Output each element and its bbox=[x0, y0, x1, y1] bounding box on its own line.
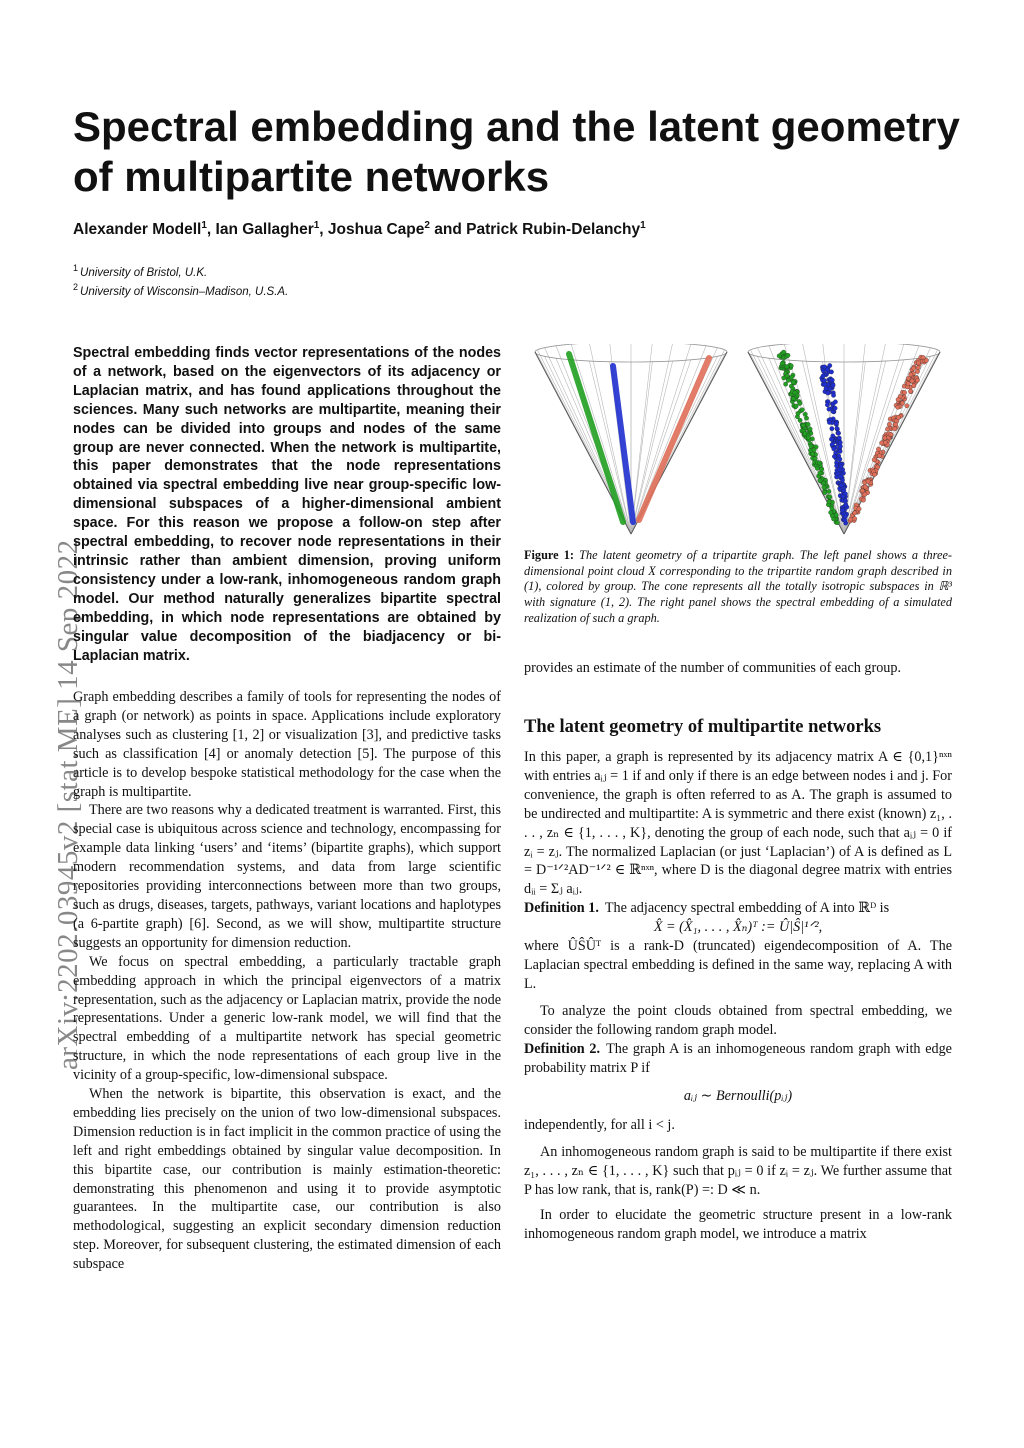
embedding-point bbox=[791, 380, 795, 384]
embedding-point bbox=[832, 454, 836, 458]
embedding-point bbox=[838, 457, 842, 461]
embedding-point bbox=[843, 514, 847, 518]
embedding-point bbox=[839, 483, 843, 487]
embedding-point bbox=[877, 454, 881, 458]
arxiv-identifier: arXiv:2202.03945v2 [stat.ME] 14 Sep 2022 bbox=[52, 539, 84, 1070]
embedding-point bbox=[885, 427, 889, 431]
embedding-point bbox=[834, 421, 838, 425]
author-name: Patrick Rubin-Delanchy bbox=[466, 221, 641, 239]
paragraph: To analyze the point clouds obtained from spectral embedding, we consider the following random graph model. bbox=[524, 1002, 952, 1038]
paragraph: An inhomogeneous random graph is said to be multipartite if there exist z₁, . . . , zₙ ∈ {1, . . . , K} such that pᵢⱼ = 0 if zᵢ = zⱼ. We further assume that P has low rank, that is, rank(P) =: D ≪ n. bbox=[524, 1144, 952, 1199]
embedding-point bbox=[812, 448, 816, 452]
embedding-point bbox=[813, 457, 817, 461]
paragraph: Graph embedding describes a family of tools for representing the nodes of a graph (or network) as points in space. Applications include exploratory analyses such as clustering [1, 2] or visualization [3], and predictive tasks such as classification [4] or anomaly detection [5]. The purpose of this article is to develop bespoke statistical methodology for the case when the graph is multipartite. bbox=[73, 689, 501, 800]
embedding-point bbox=[785, 374, 789, 378]
embedding-point bbox=[821, 374, 825, 378]
embedding-point bbox=[838, 449, 842, 453]
paragraph: where ÛŜÛᵀ is a rank-D (truncated) eigendecomposition of A. The Laplacian spectral embedding is defined in the same way, replacing A with L. bbox=[524, 938, 952, 992]
cone-ruling bbox=[631, 344, 673, 534]
embedding-point bbox=[902, 390, 906, 394]
embedding-point bbox=[808, 427, 812, 431]
section-heading: The latent geometry of multipartite networks bbox=[524, 717, 882, 737]
embedding-point bbox=[817, 461, 821, 465]
embedding-point bbox=[833, 406, 837, 410]
embedding-point bbox=[830, 426, 834, 430]
embedding-point bbox=[789, 364, 793, 368]
embedding-point bbox=[876, 447, 880, 451]
embedding-point bbox=[872, 472, 876, 476]
embedding-point bbox=[861, 498, 865, 502]
author-name: Joshua Cape bbox=[327, 221, 425, 239]
figure-left-panel bbox=[535, 344, 727, 534]
embedding-point bbox=[829, 510, 833, 514]
embedding-point bbox=[827, 420, 831, 424]
figure-caption bbox=[524, 548, 952, 627]
paragraph: When the network is bipartite, this observation is exact, and the embedding lies precisely on the union of two low-dimensional subspaces. Dimension reduction is in fact implicit in the common practice of using the left and right embeddings obtained by singular value decomposition. In this bipartite case, our contribution is mainly estimation-theoretic: demonstrating this phenomenon and using it to provide asymptotic guarantees. In the multipartite case, our contribution is also methodological, suggesting an explicit secondary dimension reduction step. Moreover, for subsequent clustering, the estimated dimension of each subspace bbox=[73, 1086, 501, 1273]
embedding-point bbox=[921, 355, 925, 359]
embedding-point bbox=[876, 465, 880, 469]
embedding-point bbox=[915, 378, 919, 382]
embedding-point bbox=[893, 427, 897, 431]
embedding-point bbox=[806, 422, 810, 426]
embedding-point bbox=[909, 373, 913, 377]
embedding-point bbox=[893, 422, 897, 426]
embedding-point bbox=[843, 499, 847, 503]
embedding-point bbox=[863, 492, 867, 496]
embedding-point bbox=[823, 490, 827, 494]
embedding-point bbox=[844, 503, 848, 507]
cone-ruling bbox=[631, 344, 691, 534]
embedding-point bbox=[803, 412, 807, 416]
embedding-point bbox=[837, 467, 841, 471]
figure-1-cones bbox=[524, 344, 952, 544]
paragraph: In order to elucidate the geometric structure present in a low-rank inhomogeneous random graph model, we introduce a matrix bbox=[524, 1206, 952, 1242]
embedding-point bbox=[783, 382, 787, 386]
embedding-point bbox=[791, 396, 795, 400]
embedding-point bbox=[825, 403, 829, 407]
embedding-point bbox=[794, 404, 798, 408]
figure-label: Figure 1: bbox=[524, 548, 574, 562]
embedding-point bbox=[822, 365, 826, 369]
embedding-point bbox=[822, 378, 826, 382]
embedding-point bbox=[896, 405, 900, 409]
embedding-point bbox=[806, 436, 810, 440]
embedding-point bbox=[912, 366, 916, 370]
embedding-point bbox=[866, 479, 870, 483]
embedding-point bbox=[798, 418, 802, 422]
embedding-point bbox=[911, 383, 915, 387]
embedding-point bbox=[804, 416, 808, 420]
embedding-point bbox=[883, 440, 887, 444]
embedding-point bbox=[853, 511, 857, 515]
embedding-point bbox=[793, 391, 797, 395]
embedding-point bbox=[889, 432, 893, 436]
definition-1: Definition 1. The adjacency spectral embedding of A into ℝᴰ is bbox=[524, 900, 890, 917]
author-name: Ian Gallagher bbox=[215, 221, 314, 239]
cone-ruling bbox=[844, 344, 904, 534]
embedding-point bbox=[830, 442, 834, 446]
embedding-point bbox=[905, 404, 909, 408]
embedding-point bbox=[887, 422, 891, 426]
embedding-point bbox=[910, 379, 914, 383]
embedding-point bbox=[915, 369, 919, 373]
embedding-point bbox=[821, 481, 825, 485]
embedding-point bbox=[836, 431, 840, 435]
embedding-point bbox=[906, 381, 910, 385]
left-column bbox=[73, 688, 501, 1274]
embedding-point bbox=[832, 447, 836, 451]
embedding-point bbox=[822, 485, 826, 489]
embedding-point bbox=[834, 464, 838, 468]
paragraph: We focus on spectral embedding, a particularly tractable graph embedding approach in which the principal eigenvectors of a matrix representation, such as the adjacency or Laplacian matrix, provide the node representations. Under a generic low-rank model, we will find that the spectral embedding of a multipartite network has special geometric structure, in which the node representations of each group live in the vicinity of a group-specific, low-dimensional subspace. bbox=[73, 953, 501, 1084]
paragraph: independently, for all i < j. bbox=[524, 1117, 675, 1134]
intro-continuation: provides an estimate of the number of communities of each group. bbox=[524, 660, 902, 676]
paragraph: In this paper, a graph is represented by its adjacency matrix A ∈ {0,1}ⁿˣⁿ with entries aᵢⱼ = 1 if and only if there is an edge between nodes i and j. For convenience, the graph is often referred to as A. The graph is assumed to be undirected and multipartite: A is symmetric and there exist (known) z₁, . . . , zₙ ∈ {1, . . . , K}, denoting the group of each node, such that aᵢⱼ = 0 if zᵢ = zⱼ. The normalized Laplacian (or just ‘Laplacian’) of A is defined as L = D⁻¹ᐟ²AD⁻¹ᐟ² ∈ ℝⁿˣⁿ, where D is the diagonal degree matrix with entries dᵢᵢ = Σⱼ aᵢⱼ. bbox=[524, 749, 952, 898]
embedding-point bbox=[798, 401, 802, 405]
embedding-point bbox=[840, 508, 844, 512]
embedding-point bbox=[809, 444, 813, 448]
embedding-point bbox=[810, 452, 814, 456]
embedding-point bbox=[900, 401, 904, 405]
embedding-point bbox=[896, 397, 900, 401]
group3-line bbox=[639, 358, 709, 520]
embedding-point bbox=[819, 467, 823, 471]
embedding-point bbox=[835, 426, 839, 430]
equation: aᵢⱼ ∼ Bernoulli(pᵢⱼ) bbox=[683, 1088, 793, 1105]
embedding-point bbox=[837, 436, 841, 440]
embedding-point bbox=[785, 365, 789, 369]
embedding-point bbox=[827, 500, 831, 504]
embedding-point bbox=[800, 408, 804, 412]
cone-ruling bbox=[844, 344, 886, 534]
embedding-point bbox=[815, 466, 819, 470]
embedding-point bbox=[833, 400, 837, 404]
embedding-point bbox=[828, 495, 832, 499]
embedding-point bbox=[786, 353, 790, 357]
embedding-point bbox=[852, 517, 856, 521]
definition-2: Definition 2. The graph A is an inhomogeneous random graph with edge probability matrix P if bbox=[524, 1040, 952, 1076]
embedding-point bbox=[849, 517, 853, 521]
cone-ruling bbox=[631, 344, 652, 534]
embedding-point bbox=[908, 389, 912, 393]
author-name: Alexander Modell bbox=[73, 221, 202, 239]
embedding-point bbox=[872, 458, 876, 462]
embedding-point bbox=[827, 489, 831, 493]
embedding-point bbox=[916, 361, 920, 365]
paper-title: Spectral embedding and the latent geometry of multipartite networks bbox=[73, 103, 960, 200]
embedding-point bbox=[863, 485, 867, 489]
embedding-point bbox=[843, 518, 847, 522]
embedding-point bbox=[781, 350, 785, 354]
cone-ruling bbox=[631, 361, 673, 534]
embedding-point bbox=[830, 506, 834, 510]
embedding-point bbox=[827, 407, 831, 411]
right-column bbox=[524, 716, 952, 1244]
cone-ruling bbox=[631, 360, 691, 534]
embedding-point bbox=[831, 383, 835, 387]
embedding-point bbox=[801, 423, 805, 427]
embedding-point bbox=[829, 437, 833, 441]
equation: X̂ = (X̂₁, . . . , X̂ₙ)ᵀ := Û|Ŝ|¹ᐟ², bbox=[653, 919, 823, 936]
affiliation: $^2$ University of Wisconsin–Madison, U.S.A. bbox=[73, 282, 289, 298]
embedding-point bbox=[823, 382, 827, 386]
embedding-point bbox=[777, 354, 781, 358]
author-list: Alexander Modell$^1$, Ian Gallagher$^1$, Joshua Cape$^2$ and Patrick Rubin-Delanchy$^1$ bbox=[73, 220, 646, 239]
figure-right-panel bbox=[748, 344, 940, 534]
embedding-point bbox=[826, 391, 830, 395]
embedding-point bbox=[838, 474, 842, 478]
embedding-point bbox=[830, 378, 834, 382]
embedding-point bbox=[831, 393, 835, 397]
affiliation: $^1$ University of Bristol, U.K. bbox=[73, 263, 208, 279]
abstract: Spectral embedding finds vector representations of the nodes of a network, based on the eigenvectors of its adjacency or Laplacian matrix, and has found applications throughout the sciences. Many such networks are multipartite, meaning their nodes can be divided into groups and nodes of the same group are never connected. When the network is multipartite, this paper demonstrates that the node representations obtained via spectral embedding live near group-specific low-dimensional subspaces of a higher-dimensional ambient space. For this reason we propose a follow-on step after spectral embedding, to recover node representations in their intrinsic rather than ambient dimension, proving uniform consistency under a low-rank, inhomogeneous random graph model. Our method naturally generalizes bipartite spectral embedding, in which node representations are obtained by singular value decomposition of the biadjacency or bi-Laplacian matrix. bbox=[73, 345, 501, 664]
cone-ruling bbox=[844, 360, 904, 534]
figure-caption-text: The latent geometry of a tripartite graph. The left panel shows a three-dimensional point cloud X corresponding to the tripartite random graph described in (1), colored by group. The cone represents all the totally isotropic subspaces in ℝ³ with signature (1, 2). The right panel shows the spectral embedding of a simulated realization of such a graph. bbox=[524, 548, 953, 625]
embedding-point bbox=[916, 365, 920, 369]
embedding-point bbox=[829, 370, 833, 374]
embedding-point bbox=[838, 444, 842, 448]
embedding-point bbox=[843, 492, 847, 496]
embedding-point bbox=[857, 507, 861, 511]
embedding-point bbox=[834, 513, 838, 517]
paragraph: There are two reasons why a dedicated treatment is warranted. First, this special case is ubiquitous across science and technology, encompassing for example data linking ‘users’ and ‘items’ (bipartite graphs), which support modern recommendation systems, and data from large scientific repositories providing interconnections between more than two groups, such as drugs, diseases, targets, pathways, variant locations and haplotypes (a 6-partite graph) [6]. Second, as we will show, multipartite structure suggests an opportunity for dimension reduction. bbox=[73, 802, 501, 951]
embedding-point bbox=[896, 415, 900, 419]
